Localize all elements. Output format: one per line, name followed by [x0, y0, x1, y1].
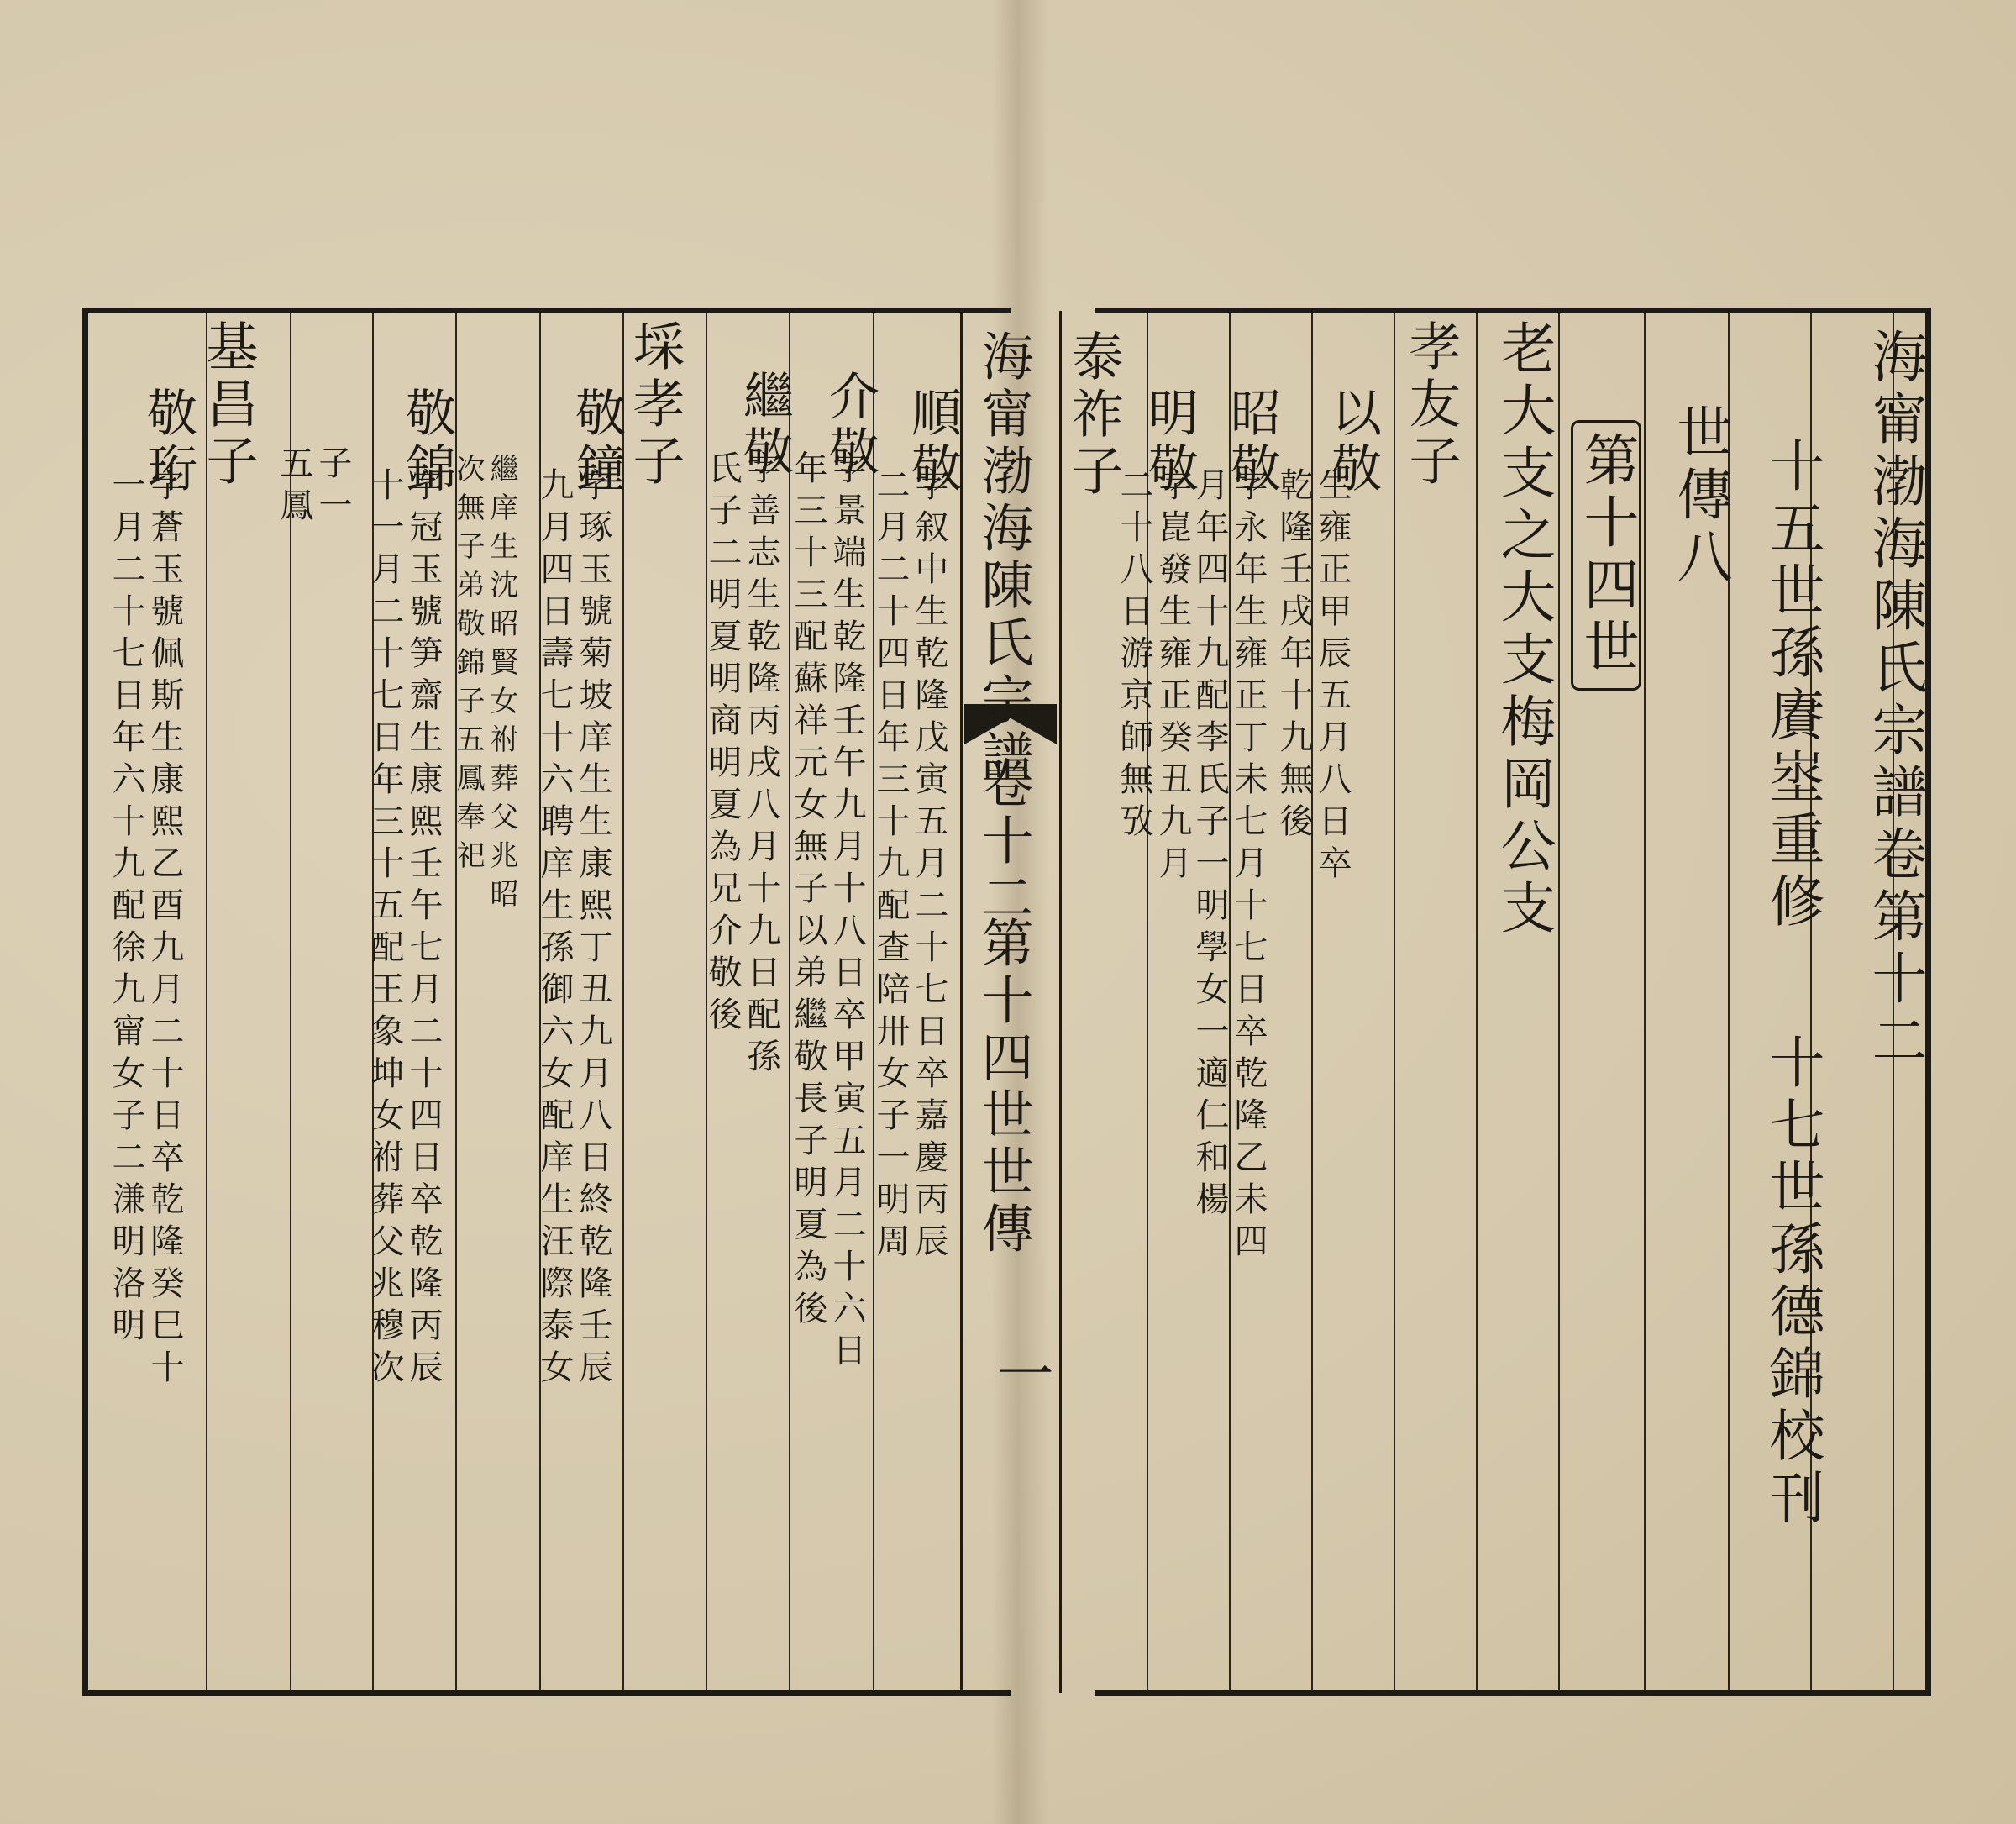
entry-jingzhong-note: 繼庠生沈昭賢女祔葬父兆昭 次無子弟敬錦子五鳳奉祀	[451, 454, 518, 917]
father-label-3: 埰孝子	[624, 319, 685, 491]
father-label-2: 泰祚子	[1063, 329, 1124, 501]
genealogy-page-spread: 海甯渤海陳氏宗譜 卷十二 第十四世世傳 一 海甯渤海陳氏宗譜卷第十二 十五世孫賡埊重修 十七世孫德錦校刊 世傳八 第十四世 老大支之大支梅岡公支 孝友子 以敬 生雍正甲辰五月八日卒 乾隆壬戌年十九無後 昭敬 字永年生雍正丁未七月十七日卒乾隆乙未四 月年四十九配李氏子一明學女一適仁和楊 明敬 字崑發生雍正癸丑九月 二十八日游京師無攷 泰祚子 順敬 字叙中生乾隆戊寅五月二十七日卒嘉慶丙辰 二月二十四日年三十九配查陪卅女子一明周 介敬 字景端生乾隆壬午九月十八日卒甲寅五月二十六日 年三十三配蘇祥元女無子以弟繼敬長子明夏為後 繼敬 字善志生乾隆丙戌八月十九日配孫 氏子二明夏明商明夏為兄介敬後 埰孝子 敬鐘 字琢玉號菊坡庠生生康熙丁丑九月八日終乾隆壬辰 九月四日壽七十六聘庠生孫御六女配庠生汪際泰女 繼庠生沈昭賢女祔葬父兆昭 次無子弟敬錦子五鳳奉祀 敬錦 字冠玉號笋齋生康熙壬午七月二十四日卒乾隆丙辰 十一月二十七日年三十五配王象坤女祔葬父兆穆次 子一 五鳳 基昌子 敬珩 字蒼玉號佩斯生康熙乙酉九月二十日卒乾隆癸巳十 一月二十七日年六十九配徐九甯女子二溓明洛明	[0, 0, 2016, 1824]
spine-chapter: 第十四世世傳	[973, 916, 1034, 1259]
father-label-1: 孝友子	[1400, 319, 1462, 491]
generation-box: 第十四世	[1571, 420, 1641, 691]
section-title: 世傳八	[1667, 403, 1732, 590]
spine-volume: 卷十二	[973, 756, 1034, 928]
spine-page-number: 一	[987, 1344, 1053, 1401]
spine-title: 海甯渤海陳氏宗譜	[973, 329, 1034, 786]
editor-line: 十七世孫德錦校刊	[1760, 1033, 1824, 1531]
branch-line: 老大支之大支梅岡公支	[1491, 319, 1556, 941]
book-title: 海甯渤海陳氏宗譜卷第十二	[1862, 328, 1927, 1074]
entry-sons: 子一 五鳳	[275, 445, 352, 529]
reviser-line: 十五世孫賡埊重修	[1760, 437, 1824, 934]
father-label-4: 基昌子	[197, 319, 259, 491]
